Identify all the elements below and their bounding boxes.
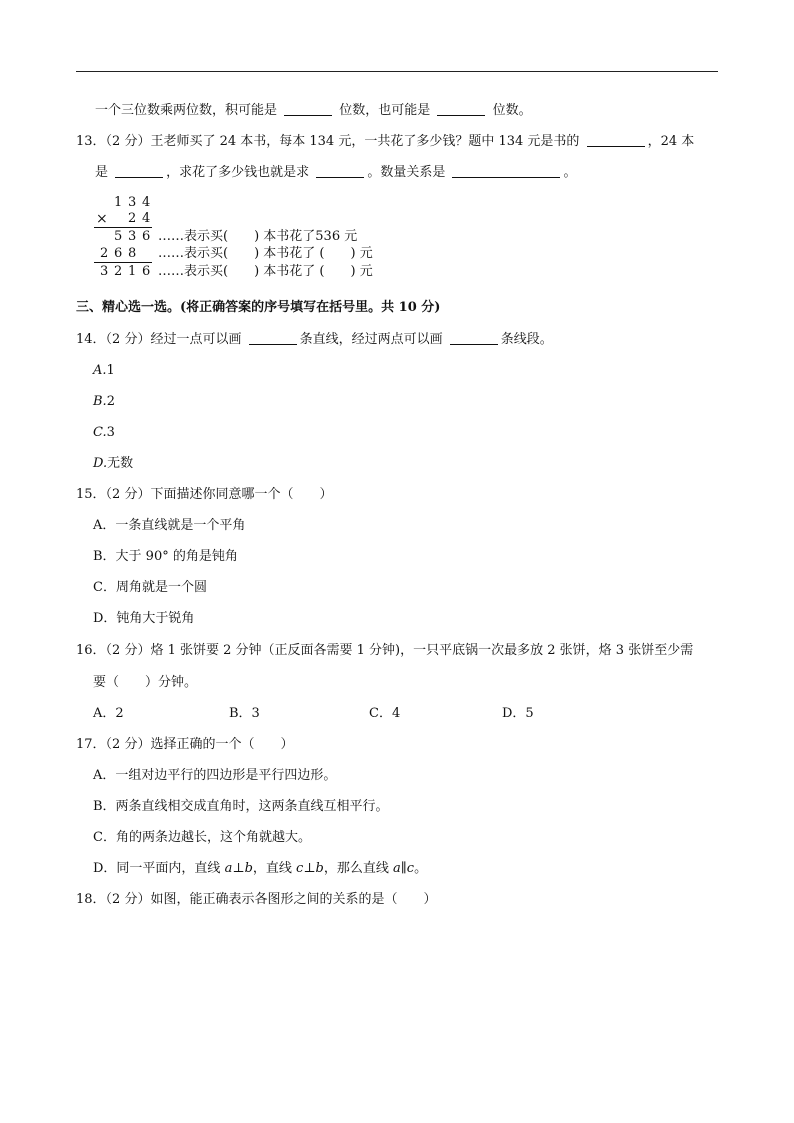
q17-option-c[interactable]: C．角的两条边越长，这个角就越大。 bbox=[93, 830, 311, 845]
q13-line-1 bbox=[76, 134, 694, 150]
calc-digit: 2 bbox=[128, 211, 137, 226]
q12-text-c: 位数。 bbox=[492, 103, 532, 118]
q17-option-b[interactable]: B．两条直线相交成直角时，这两条直线互相平行。 bbox=[93, 799, 389, 814]
q15-option-c[interactable]: C．周角就是一个圆 bbox=[93, 580, 207, 595]
q16-stem-line-2: 要（ ）分钟。 bbox=[93, 675, 198, 690]
q16-option-b[interactable]: B．3 bbox=[229, 706, 260, 721]
calc-digit: 4 bbox=[142, 211, 151, 226]
q14-text-c: 条线段。 bbox=[500, 332, 553, 347]
q13-line-2 bbox=[95, 165, 576, 181]
q15-score: （2 分） bbox=[105, 487, 151, 502]
q17-score: （2 分） bbox=[105, 737, 151, 752]
q16-option-d[interactable]: D．5 bbox=[502, 706, 534, 721]
q18-stem bbox=[76, 892, 436, 908]
q18-score: （2 分） bbox=[105, 892, 151, 907]
q13-text-2d: 。 bbox=[563, 165, 577, 180]
q14-text-a: 经过一点可以画 bbox=[150, 332, 242, 347]
calc-digit: 1 bbox=[128, 264, 137, 279]
calc-digit: 6 bbox=[142, 264, 151, 279]
q13-blank-3[interactable] bbox=[316, 165, 364, 178]
calc-annotation-1: ……表示买( ) 本书花了536 元 bbox=[158, 229, 358, 244]
q17-option-d[interactable]: D．同一平面内，直线 a⊥b，直线 c⊥b，那么直线 a∥c。 bbox=[93, 861, 428, 876]
q16-number: 16． bbox=[76, 643, 106, 658]
q14-blank-2[interactable] bbox=[450, 332, 498, 345]
q13-text-2b: ，求花了多少钱也就是求 bbox=[166, 165, 310, 180]
calc-digit: 6 bbox=[142, 229, 151, 244]
q14-blank-1[interactable] bbox=[249, 332, 297, 345]
q14-option-c[interactable]: C.3 bbox=[93, 425, 115, 440]
q18-number: 18． bbox=[76, 892, 106, 907]
q13-blank-4[interactable] bbox=[452, 165, 560, 178]
q15-text: 下面描述你同意哪一个（ ） bbox=[150, 487, 333, 502]
q12-text-b: 位数，也可能是 bbox=[339, 103, 431, 118]
q14-option-a[interactable]: A.1 bbox=[93, 363, 115, 378]
section-heading: 三、精心选一选。(将正确答案的序号填写在括号里。共 10 分) bbox=[76, 300, 441, 315]
q15-option-d[interactable]: D．钝角大于锐角 bbox=[93, 611, 195, 626]
calc-annotation-2: ……表示买( ) 本书花了 ( ) 元 bbox=[158, 246, 373, 261]
q13-text-2a: 是 bbox=[95, 165, 109, 180]
calc-digit: 3 bbox=[128, 195, 137, 210]
q17-option-a[interactable]: A．一组对边平行的四边形是平行四边形。 bbox=[93, 768, 337, 783]
calc-digit: 1 bbox=[114, 195, 123, 210]
header-rule bbox=[76, 71, 718, 72]
q14-stem bbox=[76, 332, 553, 348]
q16-score: （2 分） bbox=[105, 643, 151, 658]
q12-continuation bbox=[95, 103, 532, 119]
q17-number: 17． bbox=[76, 737, 106, 752]
calc-annotation-3: ……表示买( ) 本书花了 ( ) 元 bbox=[158, 264, 373, 279]
q12-text-a: 一个三位数乘两位数，积可能是 bbox=[95, 103, 278, 118]
calc-digit: 4 bbox=[142, 195, 151, 210]
q16-option-a[interactable]: A．2 bbox=[93, 706, 124, 721]
q14-option-d[interactable]: D.无数 bbox=[93, 456, 134, 471]
q15-stem bbox=[76, 487, 332, 503]
q13-score: （2 分） bbox=[105, 134, 151, 149]
q14-number: 14． bbox=[76, 332, 106, 347]
q13-text-1b: ，24 本 bbox=[647, 134, 695, 149]
calc-line-1 bbox=[94, 227, 152, 228]
calc-digit: 8 bbox=[128, 246, 137, 261]
calc-digit: 5 bbox=[114, 229, 123, 244]
q13-text-1a: 王老师买了 24 本书，每本 134 元，一共花了多少钱？题中 134 元是书的 bbox=[150, 134, 580, 149]
calc-digit: 6 bbox=[114, 246, 123, 261]
q13-text-2c: 。数量关系是 bbox=[367, 165, 446, 180]
q16-text-1: 烙 1 张饼要 2 分钟（正反面各需要 1 分钟)，一只平底锅一次最多放 2 张饼，烙 3 张饼至少需 bbox=[150, 643, 694, 658]
q14-text-b: 条直线，经过两点可以画 bbox=[299, 332, 443, 347]
q12-blank-2[interactable] bbox=[437, 103, 485, 116]
calc-digit: 2 bbox=[114, 264, 123, 279]
multiply-sign: × bbox=[96, 211, 108, 227]
calc-digit: 3 bbox=[100, 264, 109, 279]
q18-text: 如图，能正确表示各图形之间的关系的是（ ） bbox=[150, 892, 437, 907]
q16-option-c[interactable]: C．4 bbox=[369, 706, 401, 721]
calc-line-2 bbox=[94, 262, 152, 263]
q12-blank-1[interactable] bbox=[284, 103, 332, 116]
q13-blank-1[interactable] bbox=[587, 134, 645, 147]
q15-number: 15． bbox=[76, 487, 106, 502]
q14-option-b[interactable]: B.2 bbox=[93, 394, 115, 409]
q15-option-b[interactable]: B．大于 90° 的角是钝角 bbox=[93, 549, 238, 564]
q17-text: 选择正确的一个（ ） bbox=[150, 737, 294, 752]
calc-digit: 2 bbox=[100, 246, 109, 261]
q14-score: （2 分） bbox=[105, 332, 151, 347]
q17-stem bbox=[76, 737, 293, 753]
vertical-multiplication bbox=[92, 195, 412, 285]
q15-option-a[interactable]: A．一条直线就是一个平角 bbox=[93, 518, 246, 533]
q13-blank-2[interactable] bbox=[115, 165, 163, 178]
q16-stem-line-1 bbox=[76, 643, 693, 659]
calc-digit: 3 bbox=[128, 229, 137, 244]
q13-number: 13． bbox=[76, 134, 106, 149]
